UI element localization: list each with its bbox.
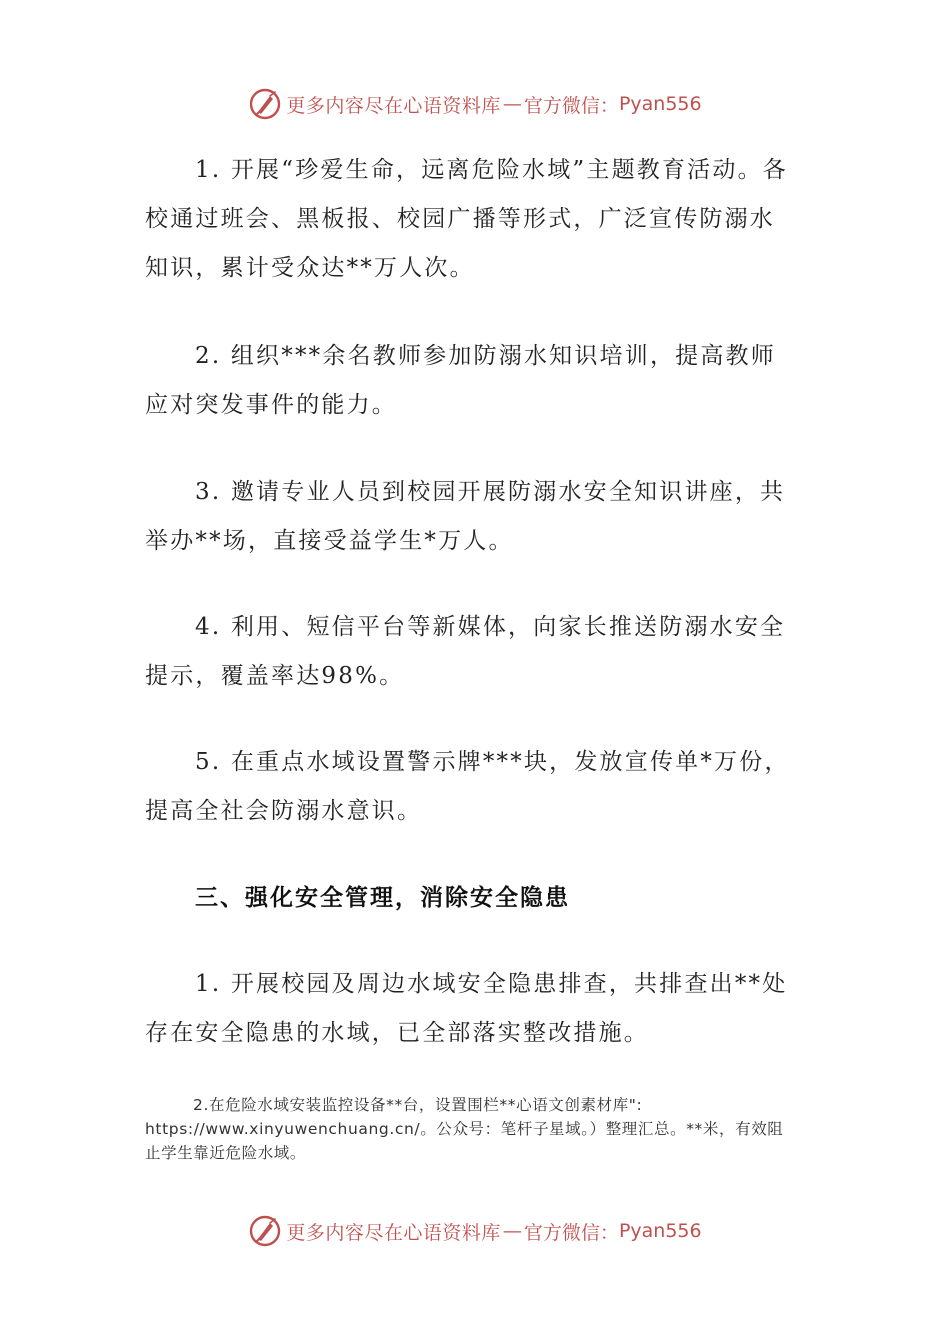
paragraph-1: 1. 开展“珍爱生命，远离危险水域”主题教育活动。各校通过班会、黑板报、校园广播等形式，广泛宣传防溺水知识，累计受众达**万人次。 [145, 157, 788, 281]
paragraph-3: 3. 邀请专业人员到校园开展防溺水安全知识讲座，共举办**场，直接受益学生*万人。 [145, 479, 786, 554]
banner-main-text: 更多内容尽在心语资料库 [286, 1221, 501, 1244]
banner-account-label: 官方微信： [523, 94, 619, 117]
section-heading: 三、强化安全管理，消除安全隐患 [195, 885, 570, 911]
banner-account-id: Pyan556 [618, 93, 702, 115]
pen-feather-icon [248, 1214, 282, 1248]
banner-dash: — [502, 1220, 522, 1242]
paragraph-4: 4. 利用、短信平台等新媒体，向家长推送防溺水安全提示，覆盖率达98%。 [145, 614, 786, 689]
paragraph-5: 5. 在重点水域设置警示牌***块，发放宣传单*万份，提高全社会防溺水意识。 [145, 749, 790, 824]
banner-main-text: 更多内容尽在心语资料库 [286, 94, 501, 117]
pen-feather-icon [248, 87, 282, 121]
banner-dash: — [502, 93, 522, 115]
header-banner [0, 84, 950, 124]
footer-banner [0, 1211, 950, 1251]
note-paragraph: 2.在危险水域安装监控设备**台，设置围栏**心语文创素材库": https://www.xinyuwenchuang.cn/。公众号：笔杆子星域。）整理汇总。**米，有效阻止学生靠近危险水域。 [145, 1096, 784, 1162]
section-paragraph-1: 1. 开展校园及周边水域安全隐患排查，共排查出**处存在安全隐患的水域，已全部落实整改措施。 [145, 971, 788, 1046]
paragraph-2: 2. 组织***余名教师参加防溺水知识培训，提高教师应对突发事件的能力。 [145, 343, 776, 418]
banner-account-label: 官方微信： [523, 1221, 619, 1244]
banner-account-id: Pyan556 [618, 1220, 702, 1242]
